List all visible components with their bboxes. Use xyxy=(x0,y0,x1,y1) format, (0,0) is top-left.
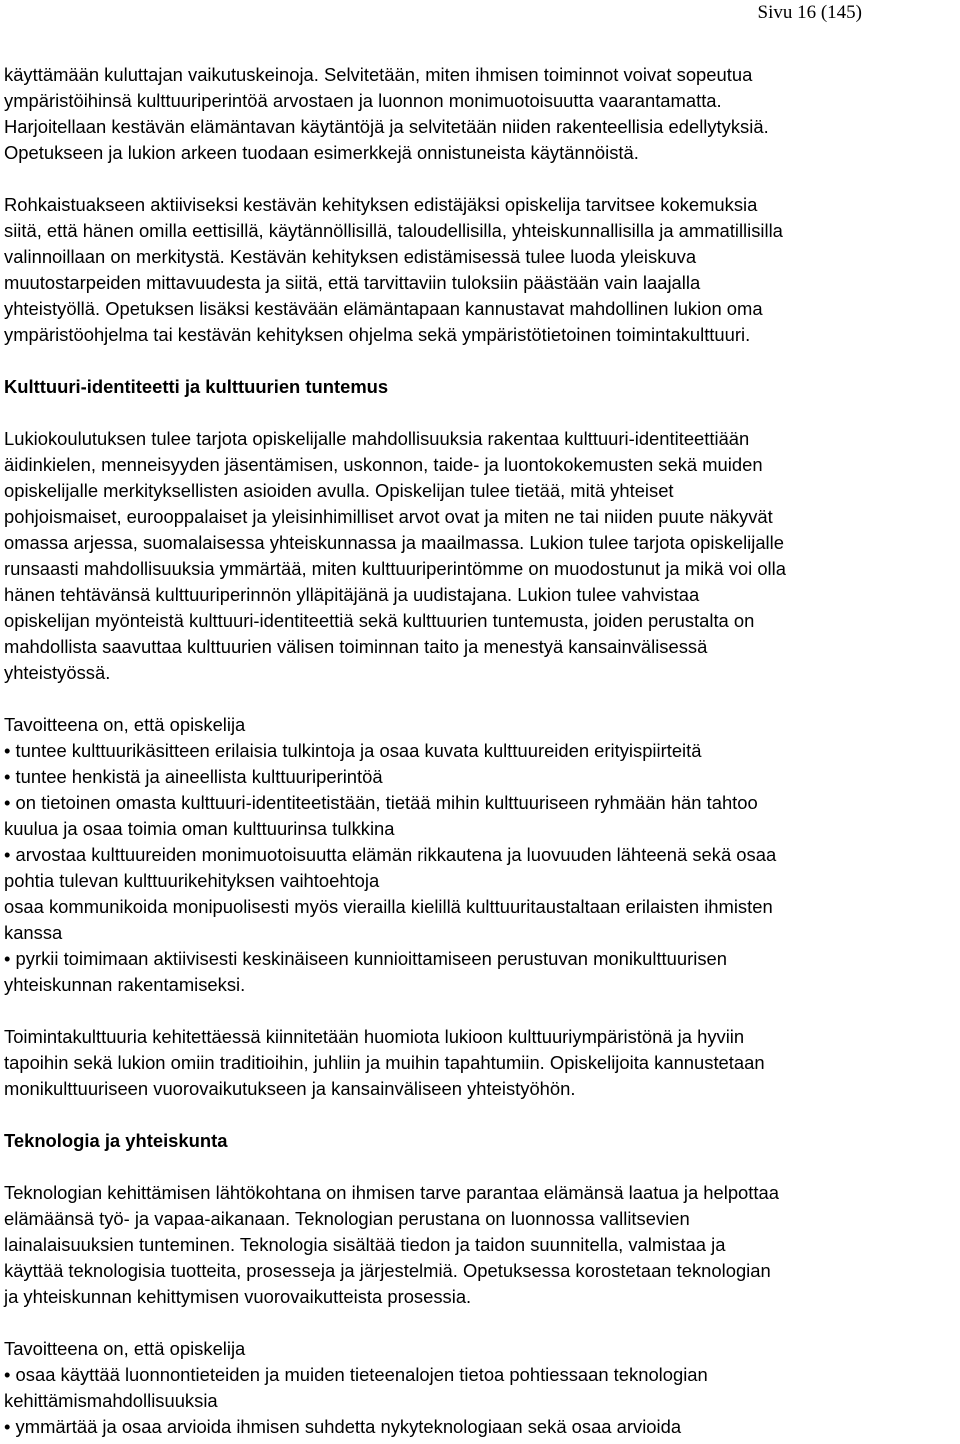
paragraph-sustainability-encouragement: Rohkaistuakseen aktiiviseksi kestävän kehityksen edistäjäksi opiskelija tarvitsee kokemuksia siitä, että hänen omilla eettisillä, käytännöllisillä, taloudellisilla, yhteiskunnallisilla ja ammatillisilla valinnoillaan on merkitystä. Kestävän kehityksen edistämisessä tulee luoda yleiskuva muutostarpeiden mittavuudesta ja siitä, että tarvittaviin tuloksiin päästään vain laajalla yhteistyöllä. Opetuksen lisäksi kestävään elämäntapaan kannustavat mahdollinen lukion oma ympäristöohjelma tai kestävän kehityksen ohjelma sekä ympäristötietoinen toimintakulttuuri. xyxy=(4,194,783,345)
page-number: Sivu 16 (145) xyxy=(757,2,862,23)
paragraph-culture-identity: Lukiokoulutuksen tulee tarjota opiskelijalle mahdollisuuksia rakentaa kulttuuri-identiteettiään äidinkielen, menneisyyden jäsentämisen, uskonnon, taide- ja luontokokemusten sekä muiden opiskelijalle merkityksellisten asioiden avulla. Opiskelijan tulee tietää, mitä yhteiset pohjoismaiset, eurooppalaiset ja yleisinhimilliset arvot ovat ja miten ne tai niiden puute näkyvät omassa arjessa, suomalaisessa yhteiskunnassa ja maailmassa. Lukion tulee tarjota opiskelijalle runsaasti mahdollisuuksia ymmärtää, miten kulttuuriperintömme on muodostunut ja mikä voi olla hänen tehtävänsä kulttuuriperinnön ylläpitäjänä ja uudistajana. Lukion tulee vahvistaa opiskelijan myönteistä kulttuuri-identiteettiä sekä kulttuurien tuntemusta, joiden perustalta on mahdollista saavuttaa kulttuurien välisen toiminnan taito ja menestyä kansainvälisessä yhteistyössä. xyxy=(4,428,786,683)
culture-goals-list: Tavoitteena on, että opiskelija • tuntee kulttuurikäsitteen erilaisia tulkintoja ja osaa kuvata kulttuureiden erityispiirteitä • tuntee henkistä ja aineellista kulttuuriperintöä • on tietoinen omasta kulttuuri-identiteetistään, tietää mihin kulttuuriseen ryhmään hän tahtoo kuulua ja osaa toimia oman kulttuurinsa tulkkina • arvostaa kulttuureiden monimuotoisuutta elämän rikkautena ja luovuuden lähteenä sekä osaa pohtia tulevan kulttuurikehityksen vaihtoehtoja osaa kommunikoida monipuolisesti myös vierailla kielillä kulttuuritaustaltaan erilaisten ihmisten kanssa • pyrkii toimimaan aktiivisesti keskinäiseen kunnioittamiseen perustuvan monikulttuurisen yhteiskunnan rakentamiseksi. xyxy=(4,714,777,995)
paragraph-culture-operations: Toimintakulttuuria kehitettäessä kiinnitetään huomiota lukioon kulttuuriympäristönä ja hyviin tapoihin sekä lukion omiin traditioihin, juhliin ja muihin tapahtumiin. Opiskelijoita kannustetaan monikulttuuriseen vuorovaikutukseen ja kansainväliseen yhteistyöhön. xyxy=(4,1026,765,1099)
section-heading-culture: Kulttuuri-identiteetti ja kulttuurien tuntemus xyxy=(4,376,389,397)
paragraph-technology-intro: Teknologian kehittämisen lähtökohtana on ihmisen tarve parantaa elämänsä laatua ja helpottaa elämäänsä työ- ja vapaa-aikanaan. Teknologian perustana on luonnossa vallitsevien lainalaisuuksien tunteminen. Teknologia sisältää tiedon ja taidon suunnitella, valmistaa ja käyttää teknologisia tuotteita, prosesseja ja järjestelmiä. Opetuksessa korostetaan teknologian ja yhteiskunnan kehittymisen vuorovaikutteista prosessia. xyxy=(4,1182,779,1307)
document-body xyxy=(4,62,960,1440)
paragraph-sustainability-intro: käyttämään kuluttajan vaikutuskeinoja. Selvitetään, miten ihmisen toiminnot voivat sopeutua ympäristöihinsä kulttuuriperintöä arvostaen ja luonnon monimuotoisuutta vaarantamatta. Harjoitellaan kestävän elämäntavan käytäntöjä ja selvitetään niiden rakenteellisia edellytyksiä. Opetukseen ja lukion arkeen tuodaan esimerkkejä onnistuneista käytännöistä. xyxy=(4,64,769,163)
section-heading-technology: Teknologia ja yhteiskunta xyxy=(4,1130,228,1151)
technology-goals-list: Tavoitteena on, että opiskelija • osaa käyttää luonnontieteiden ja muiden tieteenalojen tietoa pohtiessaan teknologian kehittämismahdollisuuksia • ymmärtää ja osaa arvioida ihmisen suhdetta nykyteknologiaan sekä osaa arvioida xyxy=(4,1338,708,1437)
